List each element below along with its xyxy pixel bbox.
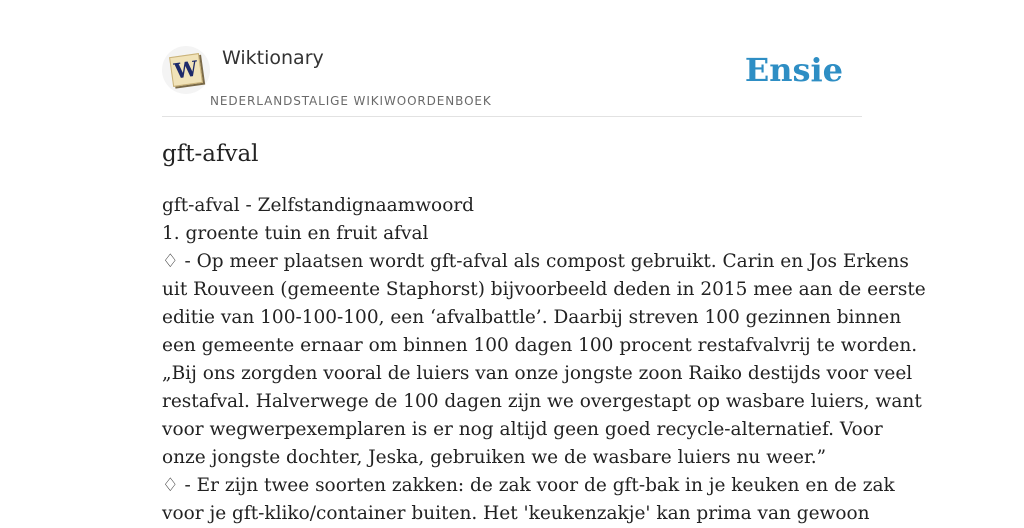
content-line: restafval. Halverwege de 100 dagen zijn we overgestapt op wasbare luiers, want	[162, 391, 922, 412]
content-line: „Bij ons zorgden vooral de luiers van onze jongste zoon Raiko destijds voor veel	[162, 363, 913, 384]
site-name[interactable]: Wiktionary	[222, 47, 324, 69]
content-line: 1. groente tuin en fruit afval	[162, 223, 429, 244]
wiktionary-logo-icon[interactable]	[162, 46, 210, 94]
content-line: een gemeente ernaar om binnen 100 dagen 100 procent restafvalvrij te worden.	[162, 335, 918, 356]
definition-content	[162, 192, 926, 528]
site-subtitle: NEDERLANDSTALIGE WIKIWOORDENBOEK	[210, 94, 492, 108]
logo-letter: W	[172, 55, 200, 84]
content-line: onze jongste dochter, Jeska, gebruiken we de wasbare luiers nu weer.”	[162, 447, 827, 468]
ensie-brand-logo[interactable]: Ensie	[744, 51, 843, 89]
logo-tile	[169, 53, 203, 87]
content-line: ♢ - Op meer plaatsen wordt gft-afval als compost gebruikt. Carin en Jos Erkens	[162, 251, 909, 272]
page-title: gft-afval	[162, 141, 259, 167]
content-line: voor je gft-kliko/container buiten. Het 'keukenzakje' kan prima van gewoon	[162, 503, 870, 524]
content-line: uit Rouveen (gemeente Staphorst) bijvoorbeeld deden in 2015 mee aan de eerste	[162, 279, 926, 300]
content-line: gft-afval - Zelfstandignaamwoord	[162, 195, 475, 216]
site-header	[162, 0, 862, 117]
content-line: ♢ - Er zijn twee soorten zakken: de zak voor de gft-bak in je keuken en de zak	[162, 475, 895, 496]
content-line: editie van 100-100-100, een ‘afvalbattle’. Daarbij streven 100 gezinnen binnen	[162, 307, 902, 328]
content-line: voor wegwerpexemplaren is er nog altijd geen goed recycle-alternatief. Voor	[162, 419, 883, 440]
